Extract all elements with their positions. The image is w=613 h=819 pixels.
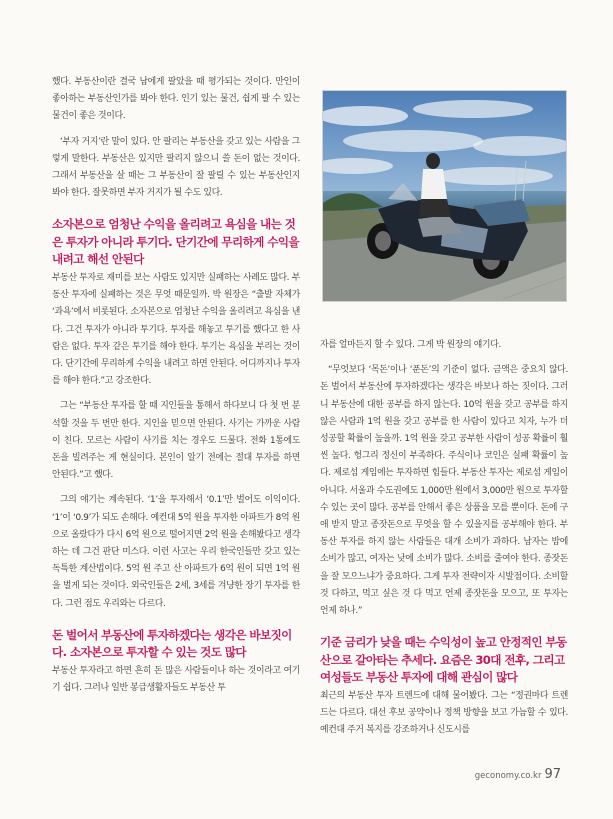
section-subheading: 돈 벌어서 부동산에 투자하겠다는 생각은 바보짓이다. 소자본으로 투자할 수 있는 것도 많다 <box>52 627 292 660</box>
site-url: geconomy.co.kr <box>474 771 542 781</box>
body-paragraph: 자를 얼마든지 할 수 있다. 그게 박 원장의 얘기다. <box>320 340 501 350</box>
motorcycle-photo-illustration <box>323 91 567 302</box>
left-column <box>52 74 300 697</box>
body-paragraph: 그의 얘기는 계속된다. ‘1’을 투자해서 ‘0.1’만 벌어도 이익이다. ‘1’이 ‘0.9’가 되도 손해다. 예컨대 5억 원을 투자한 아파트가 8억 원으로 올랐다가 다시 6억 원으로 떨어지면 2억 원을 손해봤다고 생각하는 데 그건 판단 미스다. 이런 사고는 우리 한국인들만 갖고 있는 독특한 계산법이다. 5억 원 주고 산 아파트가 6억 원이 되면 1억 원을 벌게 되는 것이다. 외국인들은 2세, 3세를 겨냥한 장기 투자를 한다. 그런 점도 우리와는 다르다. <box>52 495 300 609</box>
body-paragraph: 그는 “부동산 투자를 할 때 지인들을 통해서 하다보니 다 첫 번 분석할 것을 두 번만 한다. 지인을 믿으면 안된다. 사기는 가까운 사람이 친다. 모르는 사람이 사기를 치는 경우도 드물다. 전화 1통에도 돈을 빌려주는 게 현실이다. 본인이 알기 전에는 절대 투자를 하면 안된다.”고 했다. <box>52 401 300 481</box>
body-paragraph: 부동산 투자라고 하면 흔히 돈 많은 사람들이나 하는 것이라고 여기기 쉽다. 그러나 일반 봉급생활자들도 부동산 투 <box>52 665 300 693</box>
page-number: 97 <box>544 767 561 782</box>
body-paragraph: “무엇보다 ‘목돈’이나 ‘푼돈’의 기준이 없다. 금액은 중요치 않다. 돈 벌어서 부동산에 투자하겠다는 생각은 바보나 하는 짓이다. 그러니 부동산에 대한 공부를 하지 않는다. 10억 원을 갖고 공부를 하지 않은 사람과 1억 원을 갖고 공부를 한 사람이 있다고 치자, 누가 더 성공할 확률이 높을까. 1억 원을 갖고 공부한 사람이 성공 확률이 훨씬 높다. 헝그리 정신이 부족하다. 주식이나 코인은 실패 확률이 높다. 제로섬 게임에는 투자하면 힘들다. 부동산 투자는 제로섬 게임이 아니다. 서울과 수도권에도 1,000만 원에서 3,000만 원으로 투자할 수 있는 곳이 많다. 공부를 안해서 좋은 상품을 모를 뿐이다. 돈에 구애 받지 말고 종잣돈으로 무엇을 할 수 있을지를 공부해야 한다. 부동산 투자를 하지 않는 사람들은 대개 소비가 과하다. 남자는 밤에 소비가 많고, 여자는 낮에 소비가 많다. 소비를 줄여야 한다. 종잣돈을 잘 모으느냐가 중요하다. 그게 투자 전략이자 시발점이다. 소비할 것 다하고, 먹고 싶은 것 다 먹고 언제 종잣돈을 모으고, 또 투자는 언제 하나.” <box>320 365 568 617</box>
body-paragraph: ‘부자 거지’란 말이 있다. 안 팔리는 부동산을 갖고 있는 사람을 그렇게 말한다. 부동산은 있지만 팔리지 않으니 쓸 돈이 없는 것이다. 그래서 부동산을 살 때는 그 부동산이 잘 팔릴 수 있는 부동산인지 봐야 한다. 잘못하면 부자 거지가 될 수도 있다. <box>52 136 300 199</box>
section-subheading: 기준 금리가 낮을 때는 수익성이 높고 안정적인 부동산으로 갈아타는 추세다. 요즘은 30대 전후, 그리고 여성들도 부동산 투자에 대해 관심이 많다 <box>320 635 567 685</box>
body-paragraph: 최근의 부동산 투자 트렌드에 대해 물어봤다. 그는 “정권마다 트렌드는 다르다. 대선 후보 공약이나 정책 방향을 보고 가늠할 수 있다. 예컨대 주거 복지를 강조하거나 신도시를 <box>320 690 568 736</box>
right-column <box>320 337 568 739</box>
body-paragraph: 부동산 투자로 재미를 보는 사람도 있지만 실패하는 사례도 많다. 부동산 투자에 실패하는 것은 무엇 때문일까. 박 원장은 “출발 자체가 ‘과욕’에서 비롯된다. 소자본으로 엄청난 수익을 올리려고 욕심을 낸다. 그건 투자가 아니라 투기다. 투자를 해놓고 투기를 했다고 한 사람은 없다. 투자 같은 투기를 해야 한다. 투기는 욕심을 부리는 것이다. 단기간에 무리하게 수익을 내려고 하면 안된다. 어디까지나 투자를 해야 한다.”고 강조한다. <box>52 272 300 387</box>
body-paragraph: 했다. 부동산이란 결국 남에게 팔았을 때 평가되는 것이다. 만인이 좋아하는 부동산인가를 봐야 한다. 인기 있는 물건, 쉽게 팔 수 있는 물건이 좋은 것이다. <box>52 77 300 122</box>
motorcycle-photo <box>322 90 567 302</box>
page-footer <box>475 767 561 782</box>
section-subheading: 소자본으로 엄청난 수익을 올리려고 욕심을 내는 것은 투자가 아니라 투기다. 단기간에 무리하게 수익을 내려고 해선 안된다 <box>52 217 300 267</box>
